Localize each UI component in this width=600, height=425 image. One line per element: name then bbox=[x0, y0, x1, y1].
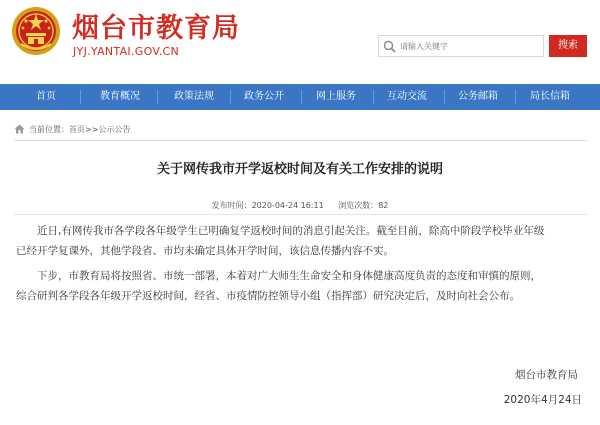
nav-divider bbox=[373, 90, 374, 104]
breadcrumb-text[interactable]: 当前位置：首页>>公示公告 bbox=[29, 125, 131, 134]
paragraph-line: 综合研判各学段各年级开学返校时间，经省、市疫情防控领导小组（指挥部）研究决定后，及时向社会公布。 bbox=[16, 290, 520, 302]
breadcrumb bbox=[14, 124, 130, 136]
paragraph-line: 已经开学复课外，其他学段省、市均未确定具体开学时间，该信息传播内容不实。 bbox=[16, 245, 394, 257]
paragraph-line: 近日,有网传我市各学段各年级学生已明确复学返校时间的消息引起关注。截至目前，除高中阶段学校毕业年级 bbox=[37, 225, 545, 237]
search-input[interactable] bbox=[400, 38, 540, 55]
nav-divider bbox=[515, 90, 516, 104]
view-count: 浏览次数：82 bbox=[338, 201, 389, 210]
signature-org: 烟台市教育局 bbox=[515, 369, 578, 381]
search-icon bbox=[383, 40, 396, 53]
search-button[interactable]: 搜索 bbox=[549, 35, 587, 57]
site-header bbox=[0, 0, 600, 84]
article-meta bbox=[0, 200, 600, 211]
nav-divider bbox=[80, 90, 81, 104]
nav-item-home[interactable]: 首页 bbox=[36, 91, 56, 102]
nav-item-interaction[interactable]: 互动交流 bbox=[387, 91, 427, 102]
nav-item-education-overview[interactable]: 教育概况 bbox=[100, 91, 140, 102]
nav-divider bbox=[301, 90, 302, 104]
paragraph-line: 下步，市教育局将按照省、市统一部署，本着对广大师生生命安全和身体健康高度负责的态度和审慎的原则， bbox=[37, 270, 541, 282]
nav-item-director-mailbox[interactable]: 局长信箱 bbox=[530, 91, 570, 102]
home-icon bbox=[14, 124, 25, 134]
site-title[interactable]: 烟台市教育局 bbox=[72, 13, 240, 44]
divider bbox=[14, 214, 588, 215]
publish-time: 发布时间：2020-04-24 16:11 bbox=[211, 201, 324, 210]
site-url: JYJ.YANTAI.GOV.CN bbox=[73, 45, 180, 58]
nav-item-government-affairs[interactable]: 政务公开 bbox=[244, 91, 284, 102]
main-nav bbox=[0, 84, 600, 110]
national-emblem-icon[interactable] bbox=[11, 6, 61, 56]
nav-divider bbox=[444, 90, 445, 104]
signature-date: 2020年4月24日 bbox=[503, 394, 582, 406]
article-paragraph bbox=[16, 221, 586, 261]
article-title: 关于网传我市开学返校时间及有关工作安排的说明 bbox=[156, 162, 443, 177]
search-box[interactable] bbox=[378, 35, 544, 57]
divider bbox=[14, 140, 588, 141]
nav-divider bbox=[230, 90, 231, 104]
nav-item-official-mail[interactable]: 公务邮箱 bbox=[458, 91, 498, 102]
nav-item-online-service[interactable]: 网上服务 bbox=[316, 91, 356, 102]
nav-divider bbox=[157, 90, 158, 104]
article-paragraph bbox=[16, 266, 586, 306]
nav-item-policy[interactable]: 政策法规 bbox=[174, 91, 214, 102]
